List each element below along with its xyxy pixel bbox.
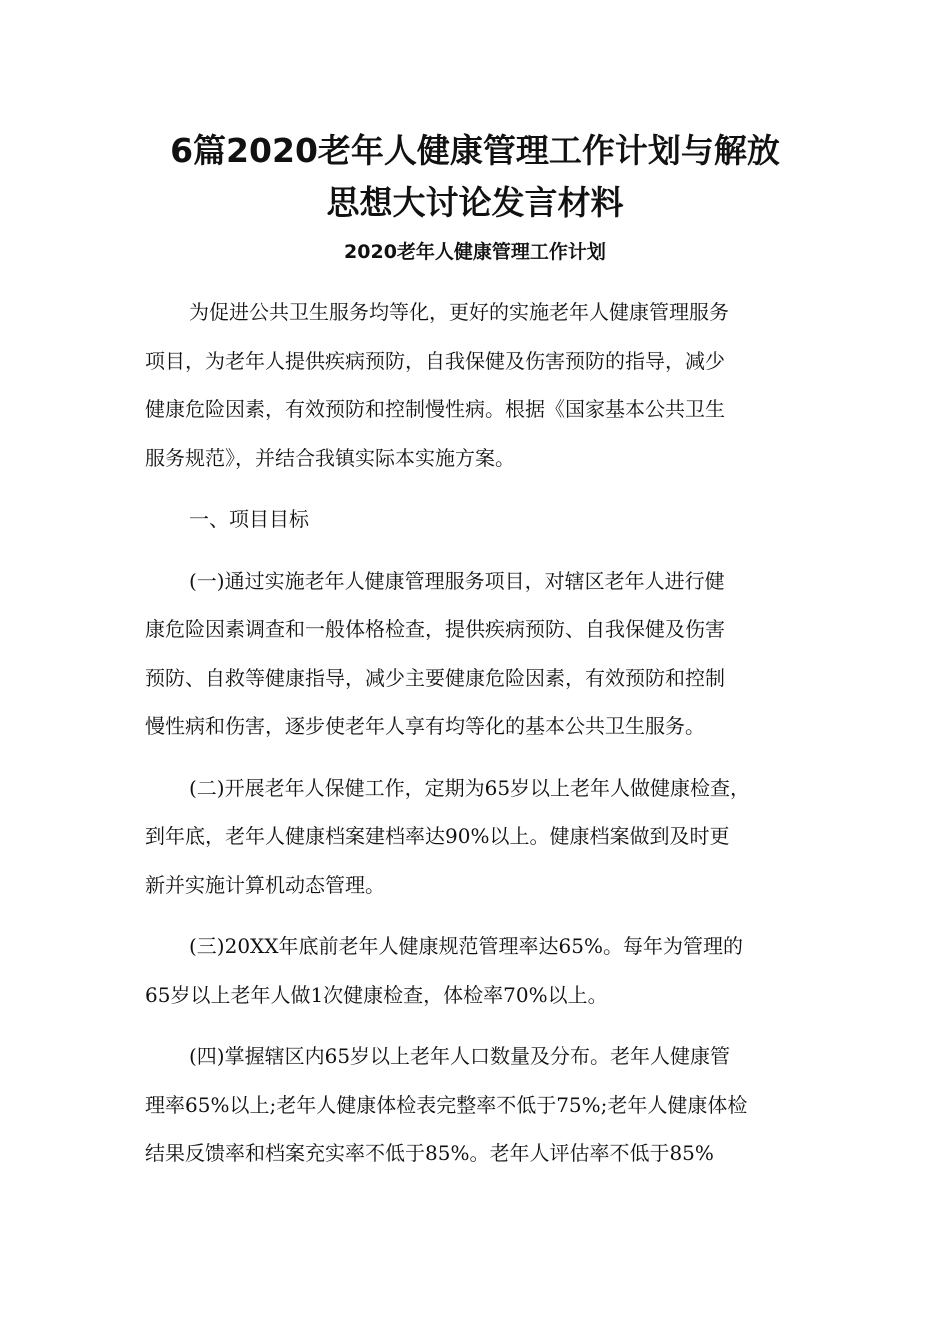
document-title <box>90 125 860 229</box>
paragraph-line: 结果反馈率和档案充实率不低于85%。老年人评估率不低于85% <box>145 1141 714 1165</box>
paragraph-line: (一)通过实施老年人健康管理服务项目，对辖区老年人进行健 <box>189 568 725 593</box>
paragraph-line: 新并实施计算机动态管理。 <box>145 872 385 897</box>
paragraph-line: 服务规范》，并结合我镇实际本实施方案。 <box>145 445 515 470</box>
paragraph-line: 为促进公共卫生服务均等化，更好的实施老年人健康管理服务 <box>189 300 729 324</box>
paragraph-line: 65岁以上老年人做1次健康检查，体检率70%以上。 <box>145 982 608 1007</box>
paragraph-line: 健康危险因素，有效预防和控制慢性病。根据《国家基本公共卫生 <box>145 397 725 421</box>
paragraph-line: (三)20XX年底前老年人健康规范管理率达65%。每年为管理的 <box>189 934 743 958</box>
document-title-line: 6篇2020老年人健康管理工作计划与解放 <box>170 131 780 170</box>
paragraph-line: 到年底，老年人健康档案建档率达90%以上。健康档案做到及时更 <box>145 824 730 848</box>
paragraph-goal-3 <box>145 922 825 1019</box>
document-title-line: 思想大讨论发言材料 <box>326 183 624 222</box>
paragraph-line: 预防、自救等健康指导，减少主要健康危险因素，有效预防和控制 <box>145 665 725 690</box>
paragraph-goal-2 <box>145 764 825 910</box>
paragraph-line: (二)开展老年人保健工作，定期为65岁以上老年人做健康检查， <box>189 775 751 800</box>
document-body <box>145 288 825 1191</box>
paragraph-goal-4 <box>145 1032 825 1178</box>
paragraph-line: 一、项目目标 <box>189 507 309 531</box>
paragraph-line: 慢性病和伤害，逐步使老年人享有均等化的基本公共卫生服务。 <box>145 714 705 738</box>
paragraph-line: 康危险因素调查和一般体格检查，提供疾病预防、自我保健及伤害 <box>145 617 725 641</box>
paragraph-goal-1 <box>145 557 825 751</box>
paragraph-line: 理率65%以上;老年人健康体检表完整率不低于75%;老年人健康体检 <box>145 1092 748 1117</box>
paragraph-line: (四)掌握辖区内65岁以上老年人口数量及分布。老年人健康管 <box>189 1044 731 1068</box>
section-title: 2020老年人健康管理工作计划 <box>344 241 606 263</box>
paragraph-intro <box>145 288 825 482</box>
paragraph-line: 项目，为老年人提供疾病预防，自我保健及伤害预防的指导，减少 <box>145 348 725 373</box>
section-heading-goals <box>145 495 825 544</box>
